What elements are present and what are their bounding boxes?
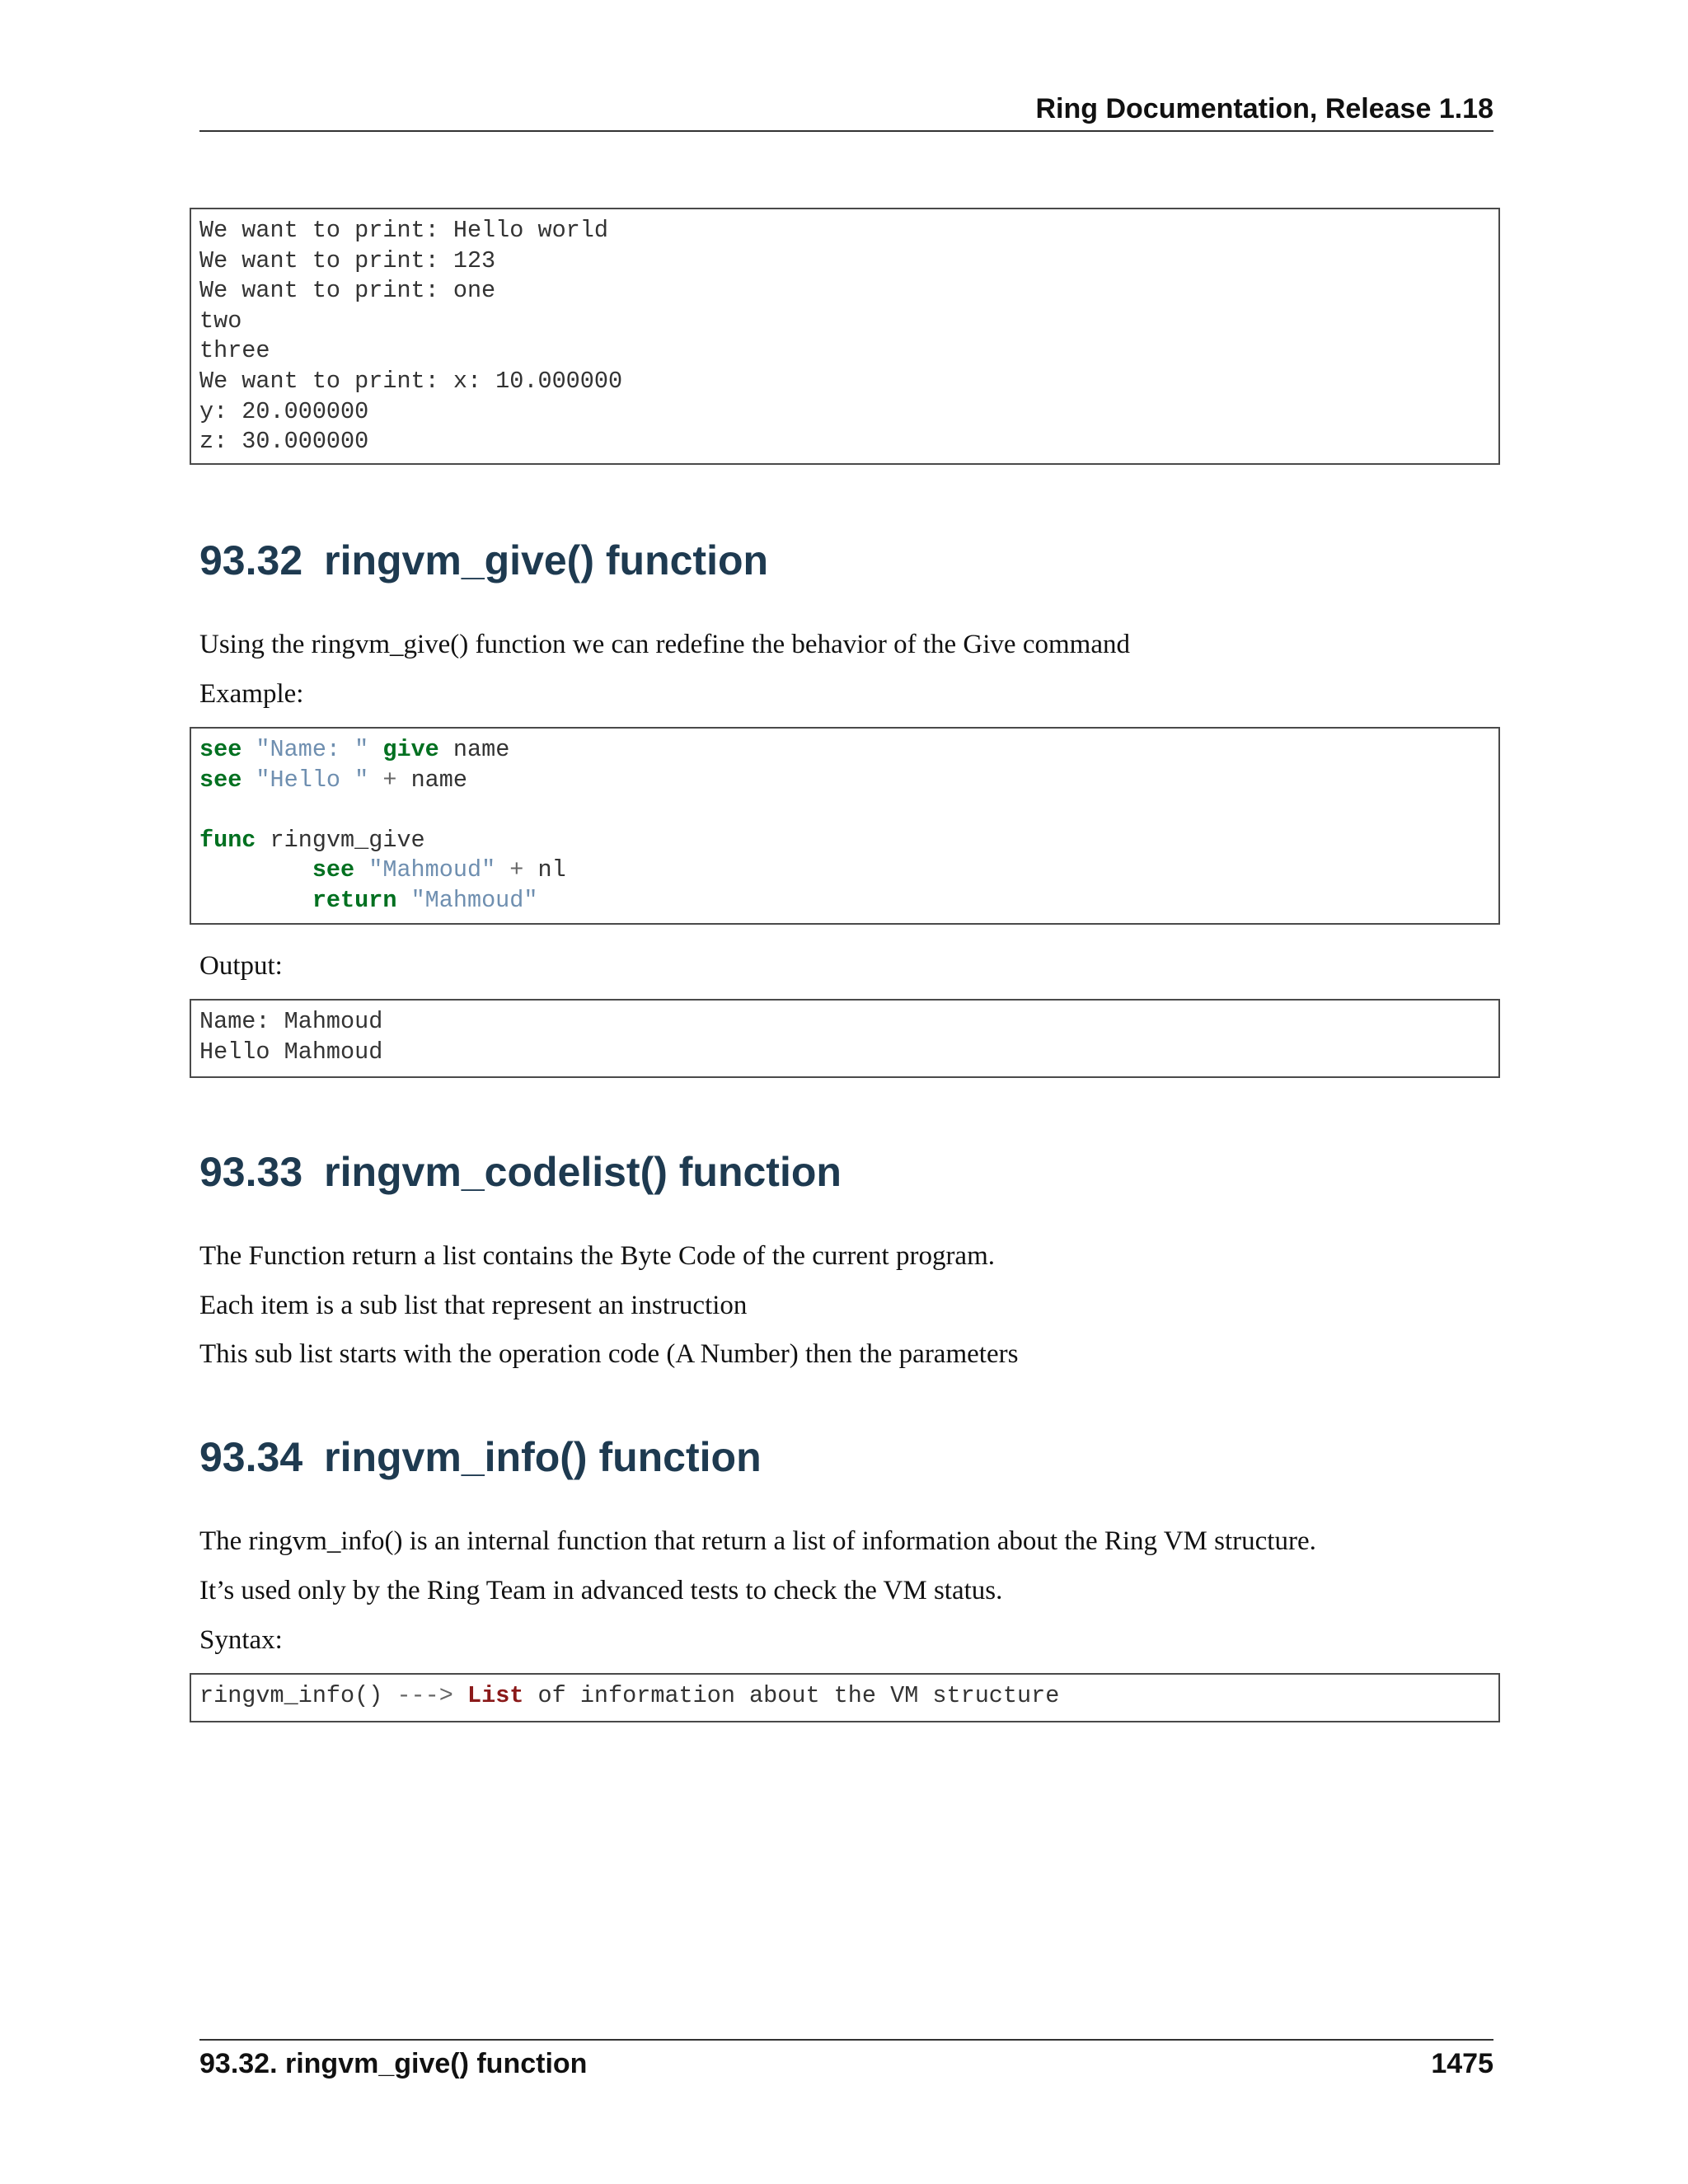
example-label: Example:	[199, 679, 304, 709]
code-text-info-syntax: ringvm_info() ---> List of information about the VM structure	[199, 1682, 1060, 1709]
header-rule	[199, 130, 1493, 132]
page-number: 1475	[1431, 2048, 1493, 2079]
give-description: Using the ringvm_give() function we can redefine the behavior of the Give command	[199, 630, 1130, 659]
output-block-give	[190, 999, 1500, 1078]
output-block-print	[190, 208, 1500, 465]
section-heading-ringvm-give: 93.32 ringvm_give() function	[199, 537, 769, 583]
info-paragraph-1: The ringvm_info() is an internal function that return a list of information about the Ring VM structure.	[199, 1526, 1316, 1556]
footer-rule	[199, 2039, 1493, 2041]
output-text-print: We want to print: Hello world We want to print: 123 We want to print: one two three We want to print: x: 10.000000 y: 20.000000 z: 30.000000	[199, 217, 623, 456]
code-block-give-example	[190, 727, 1500, 925]
section-heading-ringvm-codelist: 93.33 ringvm_codelist() function	[199, 1149, 842, 1195]
output-text-give: Name: Mahmoud Hello Mahmoud	[199, 1008, 383, 1066]
syntax-label: Syntax:	[199, 1625, 283, 1655]
section-heading-ringvm-info: 93.34 ringvm_info() function	[199, 1434, 762, 1480]
info-paragraph-2: It’s used only by the Ring Team in advanced tests to check the VM status.	[199, 1576, 1003, 1605]
code-block-info-syntax	[190, 1673, 1500, 1722]
footer-section-title: 93.32. ringvm_give() function	[199, 2048, 588, 2079]
code-text-give-example: see "Name: " give name see "Hello " + name func ringvm_give see "Mahmoud" + nl return "Mahmoud"	[199, 736, 566, 914]
output-label: Output:	[199, 951, 283, 981]
codelist-paragraph-3: This sub list starts with the operation code (A Number) then the parameters	[199, 1339, 1019, 1369]
codelist-paragraph-2: Each item is a sub list that represent an instruction	[199, 1291, 748, 1320]
running-header: Ring Documentation, Release 1.18	[1035, 93, 1493, 124]
codelist-paragraph-1: The Function return a list contains the Byte Code of the current program.	[199, 1241, 995, 1271]
